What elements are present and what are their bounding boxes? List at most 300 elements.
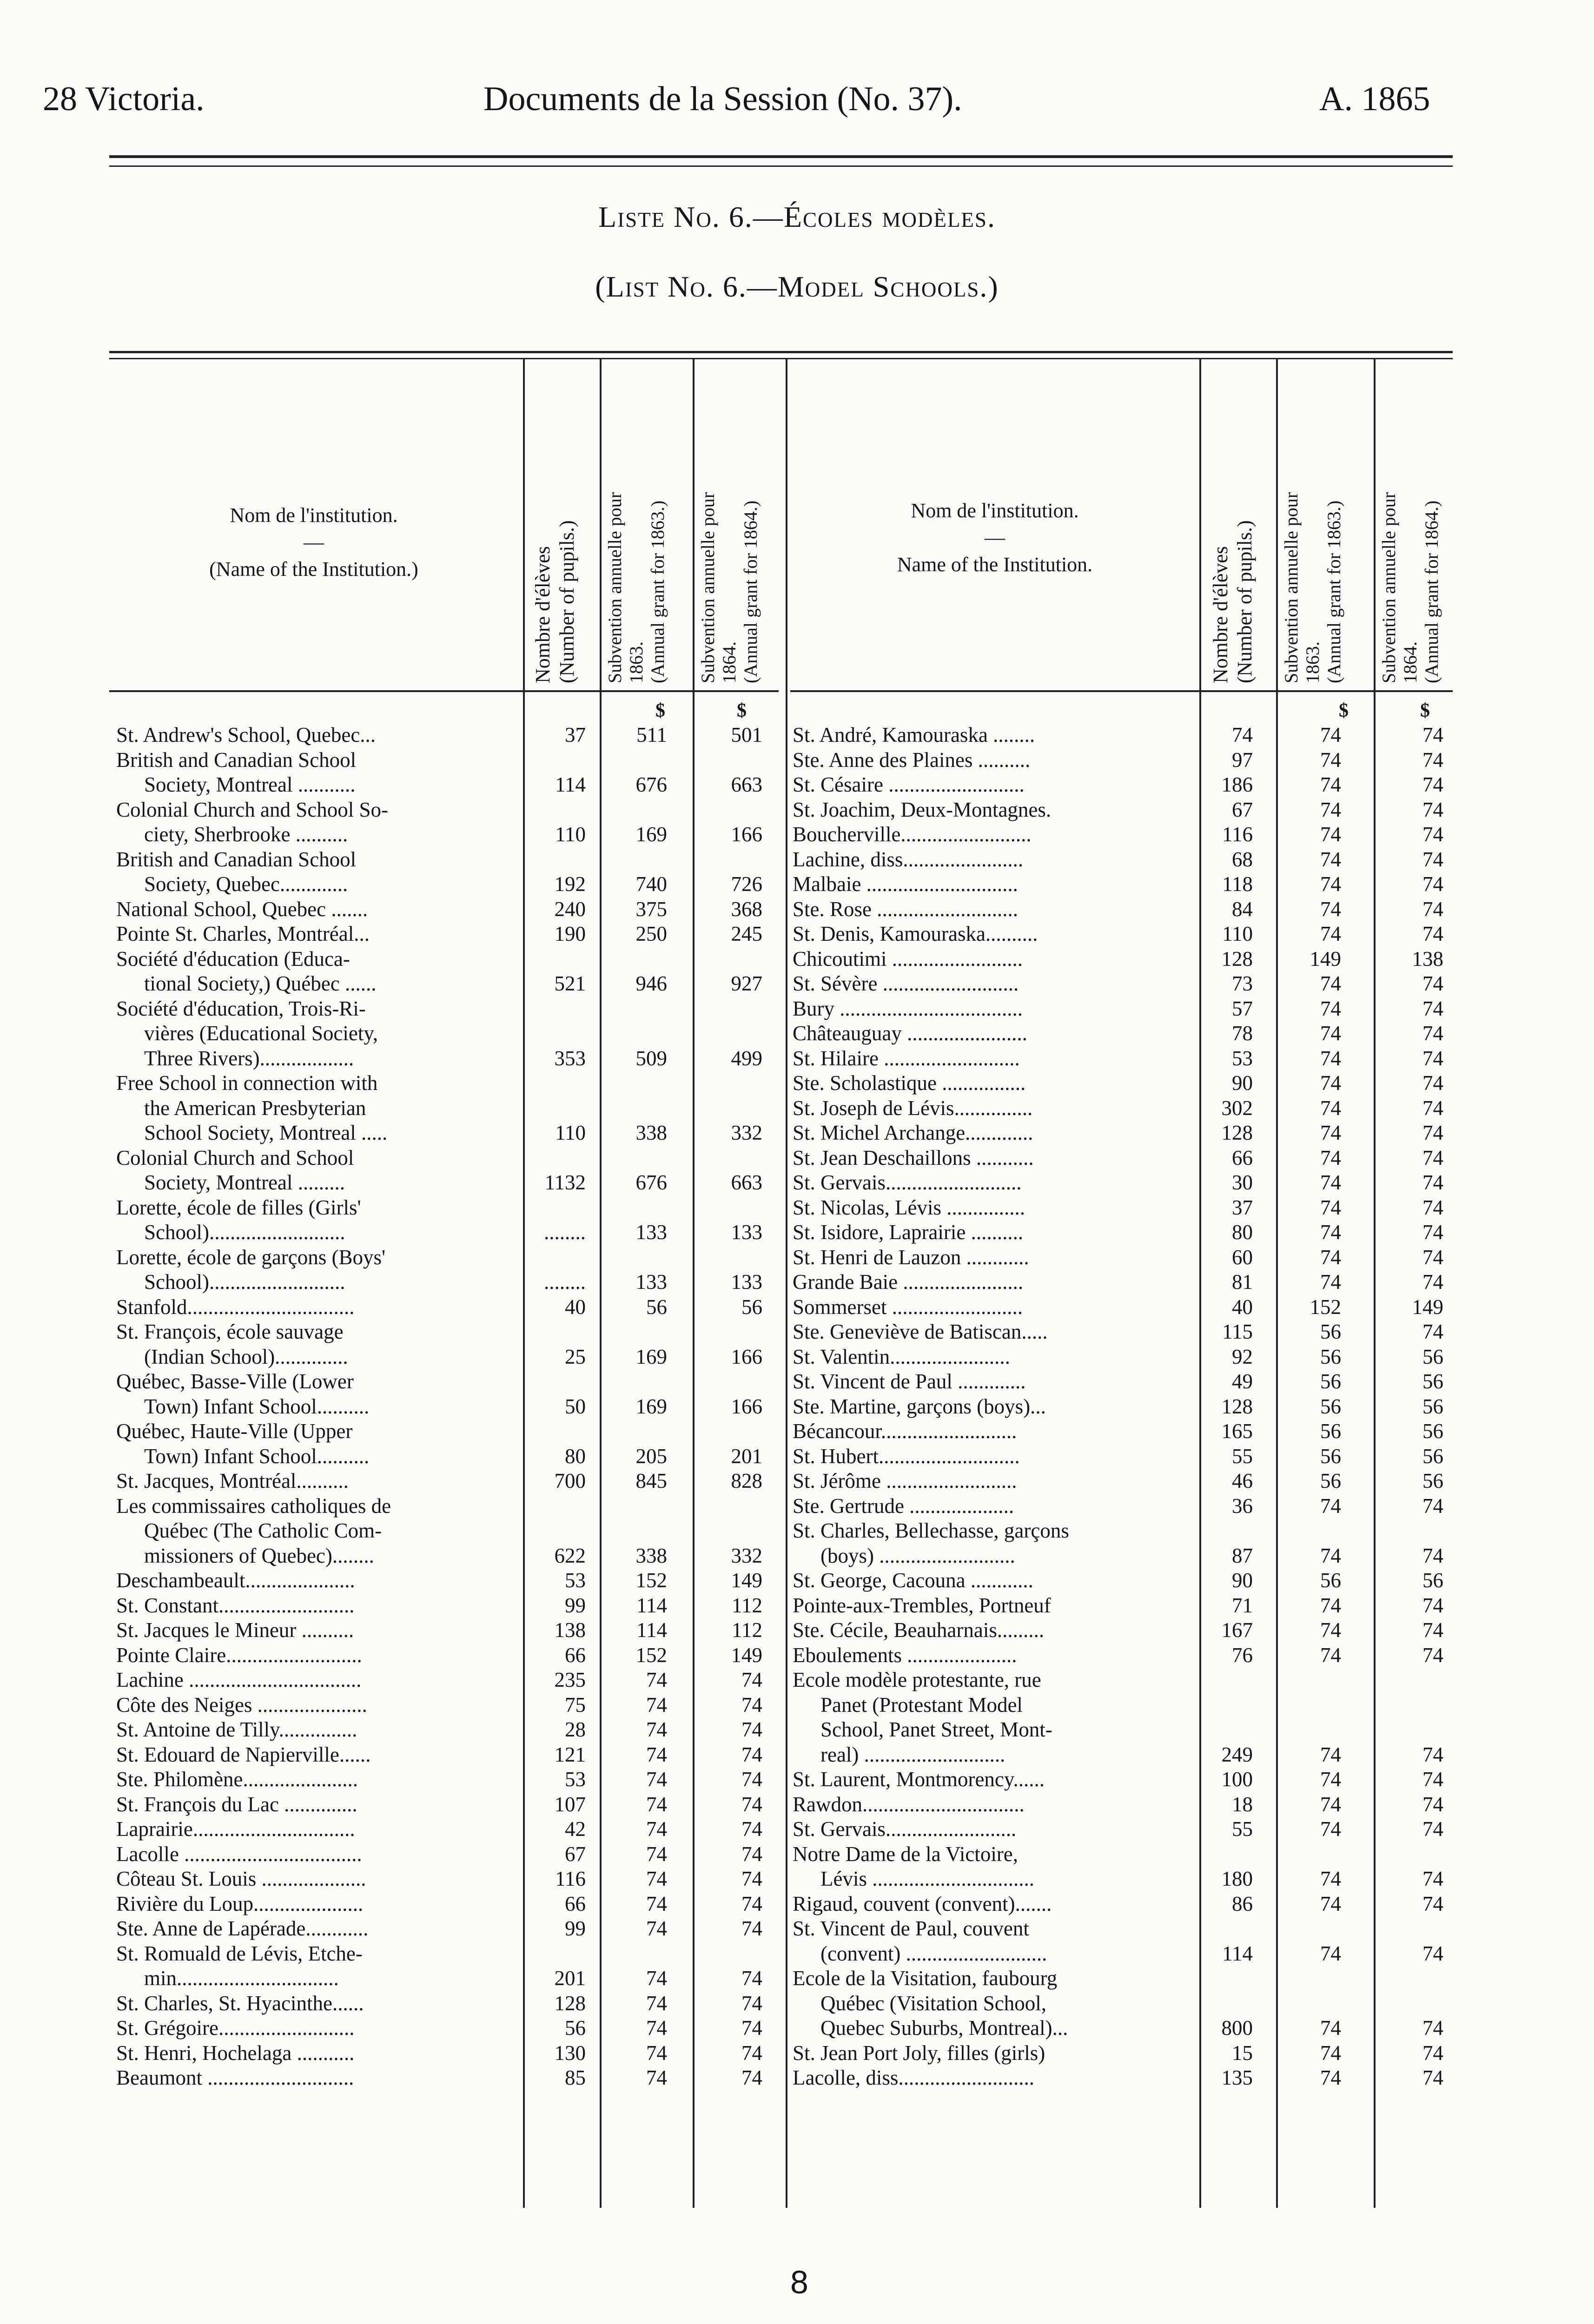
grant-1864: 74: [1422, 1494, 1443, 1518]
grant-1863: 74: [646, 1693, 667, 1717]
grant-1863: 74: [1320, 1593, 1341, 1617]
pupils-count: 66: [565, 1643, 586, 1667]
grant-1864: 828: [731, 1469, 762, 1492]
pupils-count: 97: [1232, 748, 1253, 772]
grant-1863: 74: [1320, 1046, 1341, 1070]
table-row: [793, 872, 1453, 897]
header-rule-thick: [109, 155, 1453, 158]
grant-1863: 74: [1320, 1270, 1341, 1294]
grant-1863: 149: [1310, 947, 1341, 971]
institution-name: St. Valentin.......................: [793, 1345, 1010, 1368]
grant-1864: 74: [1422, 773, 1443, 796]
institution-name: St. Laurent, Montmorency......: [793, 1768, 1045, 1791]
institution-name: St. François, école sauvage: [116, 1320, 344, 1343]
pupils-count: 68: [1232, 847, 1253, 871]
institution-name: Société d'éducation (Educa-: [116, 947, 350, 971]
grant-1864: 56: [1422, 1444, 1443, 1468]
institution-name: Ste. Gertrude ....................: [793, 1494, 1014, 1518]
pupils-count: 128: [1221, 1121, 1253, 1144]
grant-1863: 74: [1320, 1121, 1341, 1144]
pupils-count: 40: [565, 1295, 586, 1319]
column-header-rule-left: [109, 690, 779, 692]
institution-name: Beaumont ............................: [116, 2066, 354, 2089]
institution-name: St. Henri, Hochelaga ...........: [116, 2041, 355, 2065]
table-row: [116, 1618, 786, 1643]
grant-1864: 133: [731, 1221, 762, 1244]
institution-name: (Indian School)..............: [144, 1345, 348, 1368]
pupils-count: 84: [1232, 897, 1253, 921]
table-row: [116, 723, 786, 748]
grant-1863: 74: [1320, 972, 1341, 995]
pupils-count: 81: [1232, 1270, 1253, 1294]
grant-1864: 74: [1422, 1071, 1443, 1095]
institution-name: (boys) ..........................: [820, 1544, 1015, 1567]
grant-1863: 56: [1320, 1469, 1341, 1492]
institution-name: Laprairie...............................: [116, 1817, 355, 1841]
institution-name: Bury ...................................: [793, 997, 1023, 1020]
pupils-count: 192: [554, 872, 586, 896]
grant-1864: 74: [1422, 897, 1443, 921]
pupils-count: 90: [1232, 1569, 1253, 1592]
institution-name: School, Panet Street, Mont-: [820, 1718, 1052, 1741]
table-row: [116, 1146, 786, 1171]
grant-1863: 74: [1320, 798, 1341, 821]
grant-1863: 74: [646, 1668, 667, 1691]
pupils-count: 128: [1221, 1394, 1253, 1418]
grant-1864: 56: [741, 1295, 762, 1319]
institution-name: (convent) ...........................: [820, 1941, 1047, 1965]
name-header-dash: —: [304, 531, 324, 554]
pupils-count: 1132: [544, 1171, 586, 1194]
table-row: [116, 1345, 786, 1370]
table-row: [793, 1643, 1453, 1668]
table-row: [793, 1444, 1453, 1469]
pupils-count: ........: [544, 1270, 586, 1294]
institution-name: the American Presbyterian: [144, 1096, 366, 1120]
table-row: [116, 847, 786, 872]
grant-1864: 74: [1422, 1867, 1443, 1890]
table-row: [116, 2066, 786, 2091]
pupils-header-left: Nombre d'élèves (Number of pupils.): [531, 520, 578, 683]
grant-1863: 74: [1320, 1245, 1341, 1269]
table-row: [793, 1867, 1453, 1892]
header-rule-thin: [109, 165, 1453, 167]
table-row: [116, 1892, 786, 1917]
grant-1864: 74: [741, 1967, 762, 1990]
grant-1864: 332: [731, 1544, 762, 1567]
institution-name: Les commissaires catholiques de: [116, 1494, 391, 1518]
pupils-count: 46: [1232, 1469, 1253, 1492]
table-row: [116, 971, 786, 997]
grant-1863: 133: [635, 1270, 667, 1294]
grant-1863: 74: [1320, 2016, 1341, 2040]
institution-name: St. Sévère ..........................: [793, 972, 1019, 995]
grant-1864: 74: [1422, 1320, 1443, 1343]
institution-name: St. Jean Deschaillons ...........: [793, 1146, 1034, 1169]
grant-1863: 74: [1320, 1618, 1341, 1642]
pupils-count: 114: [555, 773, 586, 796]
table-row: [793, 1717, 1453, 1743]
grant-1864: 74: [1422, 972, 1443, 995]
table-row: [116, 1071, 786, 1096]
pupils-count: 87: [1232, 1544, 1253, 1567]
pupils-count: 800: [1221, 2016, 1253, 2040]
grant-1864: 74: [1422, 823, 1443, 846]
dollar-sign: $: [1339, 700, 1349, 721]
institution-name: Ste. Cécile, Beauharnais.........: [793, 1618, 1045, 1642]
grant-1864: 149: [731, 1643, 762, 1667]
table-row: [793, 1519, 1453, 1544]
grant-1863: 114: [636, 1618, 667, 1642]
grant-1864: 74: [1422, 1544, 1443, 1567]
column-header-rule-right: [790, 690, 1453, 692]
grant-1863: 114: [636, 1593, 667, 1617]
table-row: [793, 1817, 1453, 1842]
table-row: [793, 997, 1453, 1022]
dollar-sign: $: [1420, 700, 1430, 721]
grant-1864: 56: [1422, 1419, 1443, 1443]
institution-name: St. André, Kamouraska ........: [793, 723, 1035, 746]
name-column-header-right: Nom de l'institution. — Name of the Institution.: [897, 499, 1093, 576]
grant-1863: 74: [1320, 1494, 1341, 1518]
grant-1864: 149: [1412, 1295, 1443, 1319]
pupils-count: 28: [565, 1718, 586, 1741]
grant-1863: 74: [646, 1792, 667, 1816]
pupils-count: 99: [565, 1593, 586, 1617]
table-row: [116, 897, 786, 922]
grant-1863: 338: [635, 1544, 667, 1567]
table-row: [793, 847, 1453, 872]
grant-1863: 74: [1320, 1195, 1341, 1219]
pupils-count: 201: [554, 1967, 586, 1990]
pupils-count: 37: [1232, 1195, 1253, 1219]
grant-1864: 74: [741, 1991, 762, 2015]
institution-name: Eboulements .....................: [793, 1643, 1017, 1667]
grant-1864: 56: [1422, 1469, 1443, 1492]
grant-1863: 56: [1320, 1419, 1341, 1443]
institution-name: Lacolle, diss..........................: [793, 2066, 1034, 2089]
pupils-count: 40: [1232, 1295, 1253, 1319]
dollar-sign: $: [655, 700, 665, 721]
pupils-count: 240: [554, 897, 586, 921]
table-row: [116, 1743, 786, 1768]
grant-1863: 74: [1320, 1022, 1341, 1045]
grant-1863: 74: [1320, 773, 1341, 796]
institution-name: St. François du Lac ..............: [116, 1792, 357, 1816]
institution-name: St. Nicolas, Lévis ...............: [793, 1195, 1025, 1219]
table-row: [793, 1941, 1453, 1967]
pupils-count: 128: [1221, 947, 1253, 971]
pupils-count: 167: [1221, 1618, 1253, 1642]
grant-1863: 74: [1320, 1743, 1341, 1766]
pupils-count: 128: [554, 1991, 586, 2015]
grant-1864: 74: [1422, 922, 1443, 945]
institution-name: Grande Baie .......................: [793, 1270, 1024, 1294]
institution-name: Ecole de la Visitation, faubourg: [793, 1967, 1058, 1990]
institution-name: Free School in connection with: [116, 1071, 378, 1095]
institution-name: real) ...........................: [820, 1743, 1005, 1766]
pupils-header-right: Nombre d'élèves (Number of pupils.): [1209, 520, 1256, 683]
grant-1864: 74: [741, 1867, 762, 1890]
pupils-count: 67: [565, 1842, 586, 1866]
grant-1864: 138: [1412, 947, 1443, 971]
table-row: [116, 1941, 786, 1967]
institution-name: Québec, Basse-Ville (Lower: [116, 1370, 354, 1393]
pupils-count: 73: [1232, 972, 1253, 995]
grant-1864: 245: [731, 922, 762, 945]
table-row: [116, 1494, 786, 1519]
grant-1863: 74: [1320, 823, 1341, 846]
grant-1864: 74: [1422, 1245, 1443, 1269]
grant-1863: 74: [646, 1768, 667, 1791]
table-row: [793, 723, 1453, 748]
table-row: [793, 1270, 1453, 1295]
institution-name: St. Jacques, Montréal..........: [116, 1469, 349, 1492]
institution-name: Quebec Suburbs, Montreal)...: [820, 2016, 1068, 2040]
grant-1864-header-right: Subvention annuelle pour 1864. (Annual grant for 1864.): [1378, 492, 1442, 683]
institution-name: St. Gervais..........................: [793, 1171, 1022, 1194]
grant-1863: 74: [1320, 1892, 1341, 1915]
institution-name: St. Andrew's School, Quebec...: [116, 723, 376, 746]
grant-1863: 74: [1320, 872, 1341, 896]
grant-1863-header-right: Subvention annuelle pour 1863. (Annual grant for 1863.): [1281, 492, 1344, 683]
table-row: [793, 1842, 1453, 1867]
table-row: [793, 1494, 1453, 1519]
grant-1863: 74: [1320, 2066, 1341, 2089]
grant-1863: 511: [636, 723, 667, 746]
table-row: [793, 1046, 1453, 1071]
institution-name: Three Rivers)..................: [144, 1046, 354, 1070]
pupils-count: 80: [1232, 1221, 1253, 1244]
institution-name: Ste. Rose ...........................: [793, 897, 1019, 921]
institution-name: Town) Infant School..........: [144, 1394, 370, 1418]
pupils-count: ........: [544, 1221, 586, 1244]
institution-name: Deschambeault.....................: [116, 1569, 355, 1592]
institution-name: Lachine .................................: [116, 1668, 362, 1691]
pupils-count: 110: [555, 1121, 586, 1144]
institution-name: St. Charles, St. Hyacinthe......: [116, 1991, 364, 2015]
table-row: [116, 1717, 786, 1743]
grant-1863: 152: [635, 1643, 667, 1667]
grant-1863: 74: [1320, 1817, 1341, 1841]
table-row: [116, 2016, 786, 2041]
table-row: [793, 1966, 1453, 1991]
institution-name: St. Joseph de Lévis...............: [793, 1096, 1033, 1120]
table-row: [116, 1693, 786, 1718]
table-row: [793, 922, 1453, 947]
grant-1863: 74: [646, 2016, 667, 2040]
name-header-en: (Name of the Institution.): [209, 558, 418, 581]
pupils-count: 100: [1221, 1768, 1253, 1791]
pupils-count: 85: [565, 2066, 586, 2089]
pupils-count: 57: [1232, 997, 1253, 1020]
name-column-header-left: [109, 502, 518, 583]
pupils-count: 78: [1232, 1022, 1253, 1045]
dollar-sign: $: [737, 700, 747, 721]
institution-name: St. Henri de Lauzon ............: [793, 1245, 1029, 1269]
pupils-count: 186: [1221, 773, 1253, 796]
grant-1864: 74: [1422, 1270, 1443, 1294]
pupils-count: 116: [555, 1867, 586, 1890]
institution-name: Lorette, école de garçons (Boys': [116, 1245, 386, 1269]
table-row: [793, 1021, 1453, 1046]
grant-1863: 56: [1320, 1345, 1341, 1368]
table-row: [116, 1966, 786, 1991]
institution-name: Lévis ...............................: [820, 1867, 1034, 1890]
grant-1864: 74: [1422, 1768, 1443, 1791]
grant-1864: 56: [1422, 1370, 1443, 1393]
grant-1863-header-left: Subvention annuelle pour 1863. (Annual grant for 1863.): [604, 492, 668, 683]
table-row: [116, 1320, 786, 1345]
table-row: [793, 1618, 1453, 1643]
table-row: [116, 1668, 786, 1693]
grant-1863: 74: [646, 1892, 667, 1915]
institution-name: min...............................: [144, 1967, 339, 1990]
grant-1863: 152: [635, 1569, 667, 1592]
grant-1863: 74: [1320, 1768, 1341, 1791]
table-row: [793, 1693, 1453, 1718]
institution-name: St. Gervais.........................: [793, 1817, 1017, 1841]
table-row: [793, 1469, 1453, 1494]
table-row: [116, 798, 786, 823]
pupils-count: 56: [565, 2016, 586, 2040]
table-row: [116, 2041, 786, 2066]
grant-1864: 56: [1422, 1394, 1443, 1418]
institution-name: missioners of Quebec)........: [144, 1544, 374, 1567]
table-row: [793, 1369, 1453, 1394]
institution-name: tional Society,) Québec ......: [144, 972, 377, 995]
table-row: [116, 1842, 786, 1867]
pupils-count: 53: [565, 1768, 586, 1791]
grant-1863: 74: [1320, 997, 1341, 1020]
institution-name: National School, Quebec .......: [116, 897, 368, 921]
grant-1864: 201: [731, 1444, 762, 1468]
institution-name: St. Charles, Bellechasse, garçons: [793, 1519, 1069, 1542]
table-row: [793, 1146, 1453, 1171]
grant-1864: 74: [1422, 2041, 1443, 2065]
grant-1863: 74: [1320, 723, 1341, 746]
grant-1864: 74: [741, 1817, 762, 1841]
grant-1864: 74: [741, 1718, 762, 1741]
table-row: [793, 1096, 1453, 1121]
pupils-count: 190: [554, 922, 586, 945]
table-row: [793, 1767, 1453, 1792]
pupils-count: 121: [554, 1743, 586, 1766]
pupils-count: 116: [1222, 823, 1253, 846]
table-top-rule: [109, 351, 1453, 353]
pupils-count: 99: [565, 1917, 586, 1940]
table-row: [793, 822, 1453, 847]
grant-1863: 74: [1320, 1867, 1341, 1890]
pupils-count: 622: [554, 1544, 586, 1567]
grant-1864: 927: [731, 972, 762, 995]
grant-1863: 250: [635, 922, 667, 945]
grant-1863: 74: [646, 1817, 667, 1841]
pupils-count: 90: [1232, 1071, 1253, 1095]
table-row: [793, 1345, 1453, 1370]
grant-1864: 74: [741, 2066, 762, 2089]
table-row: [793, 1544, 1453, 1569]
pupils-count: 130: [554, 2041, 586, 2065]
grant-1863: 169: [635, 1394, 667, 1418]
institution-name: Ste. Geneviève de Batiscan.....: [793, 1320, 1048, 1343]
table-row: [116, 1444, 786, 1469]
pupils-count: 60: [1232, 1245, 1253, 1269]
grant-1864: 74: [1422, 1792, 1443, 1816]
table-row: [116, 1544, 786, 1569]
institution-name: Society, Montreal ...........: [144, 773, 356, 796]
table-row: [116, 1369, 786, 1394]
grant-1864: 112: [732, 1618, 762, 1642]
grant-1863: 74: [1320, 1643, 1341, 1667]
grant-1863: 74: [1320, 1792, 1341, 1816]
grant-1864: 499: [731, 1046, 762, 1070]
institution-name: Québec, Haute-Ville (Upper: [116, 1419, 353, 1443]
table-row: [116, 1021, 786, 1046]
grant-1864: 74: [741, 1743, 762, 1766]
table-row: [116, 872, 786, 897]
grant-1863: 74: [1320, 1544, 1341, 1567]
pupils-count: 37: [565, 723, 586, 746]
grant-1864: 74: [1422, 723, 1443, 746]
table-row: [116, 1170, 786, 1195]
institution-name: Society, Montreal .........: [144, 1171, 345, 1194]
pupils-count: 235: [554, 1668, 586, 1691]
table-row: [116, 1245, 786, 1270]
table-row: [793, 2016, 1453, 2041]
table-row: [116, 947, 786, 972]
table-row: [793, 971, 1453, 997]
grant-1864: 74: [741, 1842, 762, 1866]
institution-name: St. Joachim, Deux-Montagnes.: [793, 798, 1052, 821]
grant-1864: 74: [1422, 1096, 1443, 1120]
pupils-count: 249: [1221, 1743, 1253, 1766]
grant-1864: 166: [731, 1345, 762, 1368]
grant-1863: 845: [635, 1469, 667, 1492]
grant-1863: 74: [1320, 1171, 1341, 1194]
institution-name: St. Hilaire ..........................: [793, 1046, 1020, 1070]
institution-name: Lachine, diss.......................: [793, 847, 1024, 871]
table-row: [793, 748, 1453, 773]
grant-1863: 74: [646, 1991, 667, 2015]
name-header-fr: Nom de l'institution.: [230, 504, 398, 527]
grant-1863: 56: [1320, 1394, 1341, 1418]
table-row: [793, 1121, 1453, 1146]
page-number: 8: [790, 2264, 808, 2300]
table-row: [116, 1121, 786, 1146]
grant-1863: 169: [635, 1345, 667, 1368]
institution-name: St. Césaire ..........................: [793, 773, 1025, 796]
grant-1864: 56: [1422, 1345, 1443, 1368]
institution-name: Panet (Protestant Model: [820, 1693, 1023, 1717]
grant-1864: 74: [1422, 847, 1443, 871]
pupils-count: 700: [554, 1469, 586, 1492]
grant-1863: 74: [1320, 1071, 1341, 1095]
pupils-count: 53: [1232, 1046, 1253, 1070]
grant-1863: 74: [1320, 1941, 1341, 1965]
grant-1863: 74: [646, 2041, 667, 2065]
pupils-count: 49: [1232, 1370, 1253, 1393]
grant-1864: 74: [1422, 1221, 1443, 1244]
institution-name: Town) Infant School..........: [144, 1444, 370, 1468]
institution-name: British and Canadian School: [116, 748, 357, 772]
institution-name: St. Jean Port Joly, filles (girls): [793, 2041, 1045, 2065]
institution-name: British and Canadian School: [116, 847, 357, 871]
institution-name: Ste. Philomène......................: [116, 1768, 358, 1791]
institution-name: Ste. Anne des Plaines ..........: [793, 748, 1031, 772]
institution-name: Rivière du Loup.....................: [116, 1892, 364, 1915]
grant-1864: 74: [1422, 1743, 1443, 1766]
